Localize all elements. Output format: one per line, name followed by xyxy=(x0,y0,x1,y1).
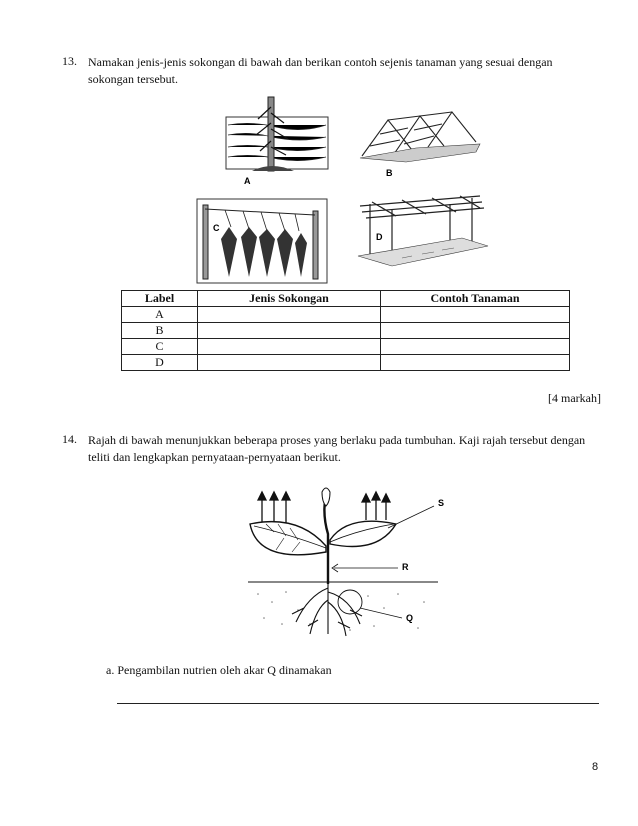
label-s: S xyxy=(438,498,445,508)
page-number: 8 xyxy=(592,761,599,773)
answer-cell-jenis[interactable] xyxy=(198,307,381,323)
row-label: B xyxy=(122,323,198,339)
answer-cell-contoh[interactable] xyxy=(381,307,570,323)
answer-cell-jenis[interactable] xyxy=(198,339,381,355)
answer-cell-contoh[interactable] xyxy=(381,339,570,355)
question-13-text: Namakan jenis-jenis sokongan di bawah dan berikan contoh sejenis tanaman yang sesuai dengan sokongan tersebut. xyxy=(88,55,553,86)
figure-support-d xyxy=(352,190,492,272)
question-14a-text: a. Pengambilan nutrien oleh akar Q dinamakan xyxy=(106,663,332,677)
row-label: D xyxy=(122,355,198,371)
answer-cell-jenis[interactable] xyxy=(198,355,381,371)
header-label: Label xyxy=(122,291,198,307)
figure-c-caption: C xyxy=(213,223,220,233)
marks-label: [4 markah] xyxy=(548,391,601,405)
table-row xyxy=(122,307,570,323)
answer-cell-contoh[interactable] xyxy=(381,355,570,371)
figure-support-a xyxy=(222,95,332,187)
label-r: R xyxy=(402,562,409,572)
question-13-number: 13. xyxy=(62,54,77,68)
question-14-text: Rajah di bawah menunjukkan beberapa proses yang berlaku pada tumbuhan. Kaji rajah tersebut dengan teliti dan lengkapkan pernyataan-pernyataan berikut. xyxy=(88,433,586,464)
header-contoh-tanaman: Contoh Tanaman xyxy=(381,291,570,307)
table-row xyxy=(122,323,570,339)
answer-line[interactable] xyxy=(117,703,599,704)
label-q: Q xyxy=(406,613,414,623)
support-table xyxy=(121,290,570,371)
answer-cell-contoh[interactable] xyxy=(381,323,570,339)
figure-a-caption: A xyxy=(244,176,251,186)
figure-d-caption: D xyxy=(376,232,383,242)
answer-cell-jenis[interactable] xyxy=(198,323,381,339)
table-row xyxy=(122,339,570,355)
row-label: C xyxy=(122,339,198,355)
table-header-row xyxy=(122,291,570,307)
figure-support-b xyxy=(356,100,486,180)
question-14-number: 14. xyxy=(62,432,77,446)
table-row xyxy=(122,355,570,371)
figure-support-c xyxy=(195,197,330,287)
header-jenis-sokongan: Jenis Sokongan xyxy=(198,291,381,307)
row-label: A xyxy=(122,307,198,323)
plant-process-diagram xyxy=(238,484,458,644)
figure-b-caption: B xyxy=(386,168,393,178)
